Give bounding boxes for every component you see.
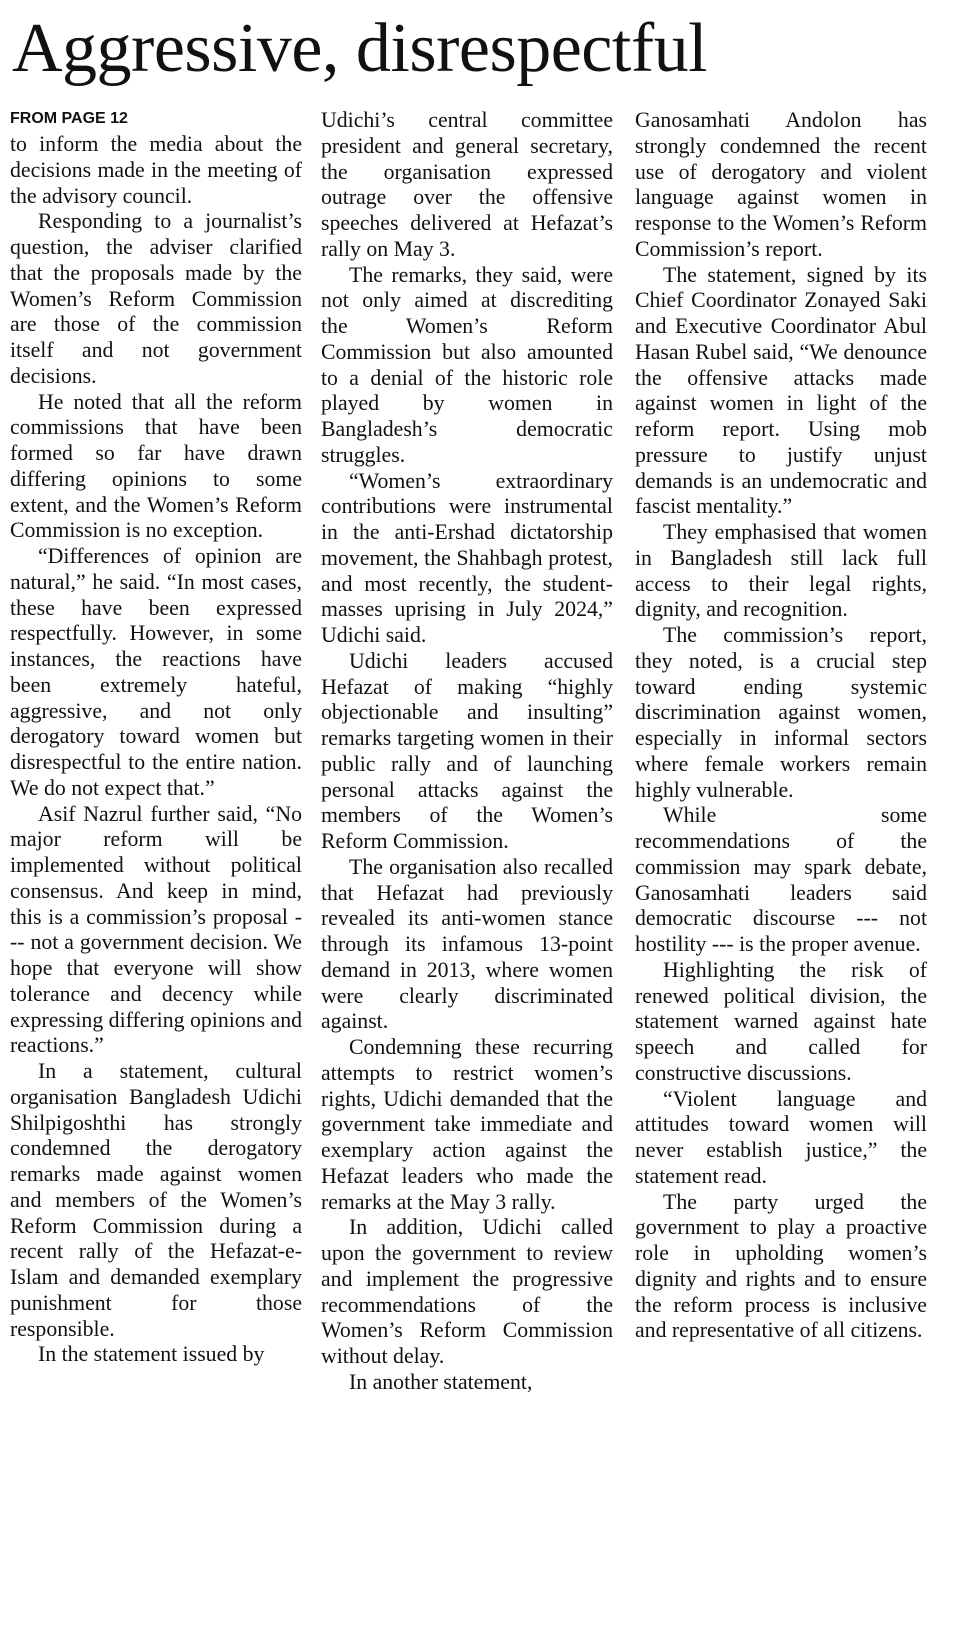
- paragraph: “Women’s extraordinary contributions were instrumental in the anti-Ershad dictatorship movement, the Shahbagh protest, and most recently, the student-masses uprising in July 2024,” Udichi said.: [321, 468, 613, 647]
- paragraph: Ganosamhati Andolon has strongly condemned the recent use of derogatory and violent language against women in response to the Women’s Reform Commission’s report.: [635, 108, 927, 261]
- paragraph: Highlighting the risk of renewed political division, the statement warned against hate speech and called for constructive discussions.: [635, 957, 927, 1085]
- paragraph: In the statement issued by: [38, 1342, 265, 1367]
- paragraph: While some recommendations of the commission may spark debate, Ganosamhati leaders said democratic discourse --- not hostility --- is the proper avenue.: [635, 803, 927, 956]
- paragraph: They emphasised that women in Bangladesh still lack full access to their legal rights, dignity, and recognition.: [635, 520, 927, 622]
- paragraph: He noted that all the reform commissions that have been formed so far have drawn differing opinions to some extent, and the Women’s Reform Commission is no exception.: [10, 389, 302, 543]
- paragraph: “Violent language and attitudes toward women will never establish justice,” the statement read.: [635, 1086, 927, 1188]
- from-page-kicker: FROM PAGE 12: [10, 110, 128, 127]
- paragraph: The statement, signed by its Chief Coordinator Zonayed Saki and Executive Coordinator Abul Hasan Rubel said, “We denounce the offensive attacks made against women in light of the reform report. Using mob pressure to justify unjust demands is an undemocratic and fascist mentality.”: [635, 262, 927, 519]
- paragraph: In addition, Udichi called upon the government to review and implement the progressive recommendations of the Women’s Reform Commission without delay.: [321, 1215, 613, 1368]
- paragraph: Udichi’s central committee president and general secretary, the organisation expressed outrage over the offensive speeches delivered at Hefazat’s rally on May 3.: [321, 108, 613, 261]
- paragraph: Condemning these recurring attempts to restrict women’s rights, Udichi demanded that the government take immediate and exemplary action against the Hefazat leaders who made the remarks at the May 3 rally.: [321, 1035, 613, 1214]
- paragraph: to inform the media about the decisions made in the meeting of the advisory council.: [10, 132, 302, 208]
- paragraph: Udichi leaders accused Hefazat of making “highly objectionable and insulting” remarks targeting women in their public rally and of launching personal attacks against the members of the Women’s Reform Commission.: [321, 648, 613, 853]
- paragraph: Asif Nazrul further said, “No major reform will be implemented without political consensus. And keep in mind, this is a commission’s proposal --- not a government decision. We hope that everyone will show tolerance and decency while expressing differing opinions and reactions.”: [10, 801, 302, 1058]
- paragraph: In a statement, cultural organisation Bangladesh Udichi Shilpigoshthi has strongly condemned the derogatory remarks made against women and members of the Women’s Reform Commission during a recent rally of the Hefazat-e-Islam and demanded exemplary punishment for those responsible.: [10, 1059, 302, 1341]
- paragraph: “Differences of opinion are natural,” he said. “In most cases, these have been expressed respectfully. However, in some instances, the reactions have been extremely hateful, aggressive, and not only derogatory toward women but disrespectful to the entire nation. We do not expect that.”: [10, 544, 302, 800]
- paragraph: The organisation also recalled that Hefazat had previously revealed its anti-women stance through its infamous 13-point demand in 2013, where women were clearly discriminated against.: [321, 854, 613, 1034]
- article-column-3: [635, 108, 927, 1344]
- paragraph: In another statement,: [349, 1369, 533, 1394]
- article-column-1: [10, 108, 302, 1368]
- headline: Aggressive, disrespectful: [12, 10, 708, 87]
- article-column-2: [321, 108, 613, 1396]
- paragraph: Responding to a journalist’s question, the adviser clarified that the proposals made by the Women’s Reform Commission are those of the commission itself and not government decisions.: [10, 209, 302, 388]
- paragraph: The party urged the government to play a proactive role in upholding women’s dignity and rights and to ensure the reform process is inclusive and representative of all citizens.: [635, 1189, 927, 1343]
- paragraph: The remarks, they said, were not only aimed at discrediting the Women’s Reform Commission but also amounted to a denial of the historic role played by women in Bangladesh’s democratic struggles.: [321, 262, 613, 467]
- paragraph: The commission’s report, they noted, is a crucial step toward ending systemic discrimination against women, especially in informal sectors where female workers remain highly vulnerable.: [635, 623, 927, 802]
